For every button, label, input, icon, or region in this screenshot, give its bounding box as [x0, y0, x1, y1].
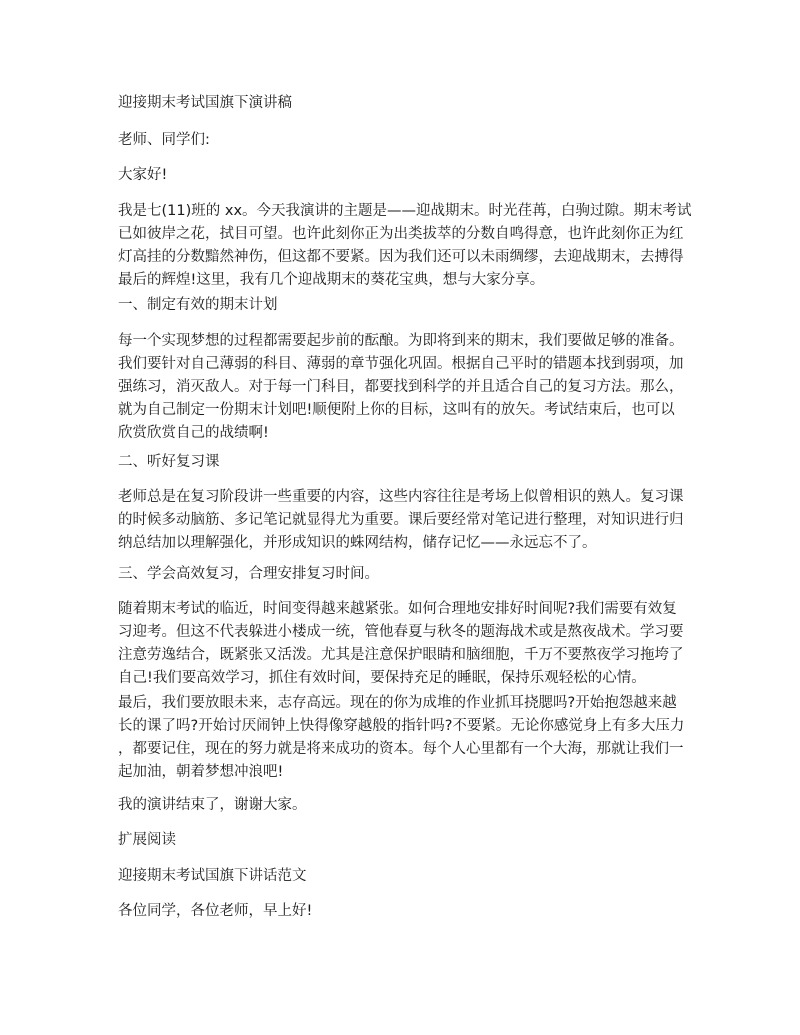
closing-line: 长的课了吗?开始讨厌闹钟上快得像穿越般的指针吗?不要紧。无论你感觉身上有多大压力 — [118, 718, 685, 734]
section2-paragraph — [118, 486, 688, 555]
thanks-line: 我的演讲结束了，谢谢大家。 — [118, 797, 307, 813]
section1-paragraph — [118, 330, 688, 445]
section2-line: 的时候多动脑筋、多记笔记就显得尤为重要。课后要经常对笔记进行整理，对知识进行归 — [118, 512, 684, 528]
second-document-title: 迎接期末考试国旗下讲话范文 — [118, 868, 307, 884]
closing-line: 起加油，朝着梦想冲浪吧! — [118, 764, 284, 780]
section1-line: 就为自己制定一份期末计划吧!顺便附上你的目标，这叫有的放矢。考试结束后，也可以 — [118, 402, 675, 418]
closing-paragraph — [118, 692, 688, 784]
section1-line: 欣赏欣赏自己的战绩啊! — [118, 425, 269, 441]
section3-line: 习迎考。但这不代表躲进小楼成一统，管他春夏与秋冬的题海战术或是熬夜战术。学习要 — [118, 624, 684, 640]
intro-paragraph — [118, 200, 692, 292]
section2-line: 老师总是在复习阶段讲一些重要的内容，这些内容往往是考场上似曾相识的熟人。复习课 — [118, 489, 684, 505]
section1-line: 每一个实现梦想的过程都需要起步前的酝酿。为即将到来的期末，我们要做足够的准备。 — [118, 333, 684, 349]
intro-line: 我是七(11)班的 xx。今天我演讲的主题是——迎战期末。时光荏苒，白驹过隙。期末考试 — [118, 203, 692, 219]
greeting: 大家好! — [118, 167, 168, 183]
section3-line: 注意劳逸结合，既紧张又活泼。尤其是注意保护眼睛和脑细胞，千万不要熬夜学习拖垮了 — [118, 647, 684, 663]
section1-line: 我们要针对自己薄弱的科目、薄弱的章节强化巩固。根据自己平时的错题本找到弱项，加 — [118, 356, 684, 372]
section2-line: 纳总结加以理解强化，并形成知识的蛛网结构，储存记忆——永远忘不了。 — [118, 535, 597, 551]
intro-line: 最后的辉煌!这里，我有几个迎战期末的葵花宝典，想与大家分享。 — [118, 272, 545, 288]
section2-heading: 二、听好复习课 — [118, 454, 220, 470]
closing-line: 最后，我们要放眼未来，志存高远。现在的你为成堆的作业抓耳挠腮吗?开始抱怨越来越 — [118, 695, 677, 711]
closing-line: ，都要记住，现在的努力就是将来成功的资本。每个人心里都有一个大海，那就让我们一 — [118, 741, 684, 757]
section1-line: 强练习，消灭敌人。对于每一门科目，都要找到科学的并且适合自己的复习方法。那么， — [118, 379, 684, 395]
second-greeting: 各位同学，各位老师，早上好! — [118, 903, 313, 919]
intro-line: 已如彼岸之花，拭目可望。也许此刻你正为出类拔萃的分数自鸣得意，也许此刻你正为红 — [118, 226, 684, 242]
section3-heading: 三、学会高效复习，合理安排复习时间。 — [118, 566, 379, 582]
section3-line: 自己!我们要高效学习，抓住有效时间，要保持充足的睡眠，保持乐观轻松的心情。 — [118, 670, 646, 686]
section3-line: 随着期末考试的临近，时间变得越来越紧张。如何合理地安排好时间呢?我们需要有效复 — [118, 601, 677, 617]
intro-line: 灯高挂的分数黯然神伤，但这都不要紧。因为我们还可以未雨绸缪，去迎战期末，去搏得 — [118, 249, 684, 265]
extended-reading-label: 扩展阅读 — [118, 832, 176, 848]
document-title: 迎接期末考试国旗下演讲稿 — [118, 95, 292, 111]
section3-paragraph — [118, 598, 688, 690]
salutation: 老师、同学们: — [118, 132, 210, 148]
section1-heading: 一、制定有效的期末计划 — [118, 297, 278, 313]
